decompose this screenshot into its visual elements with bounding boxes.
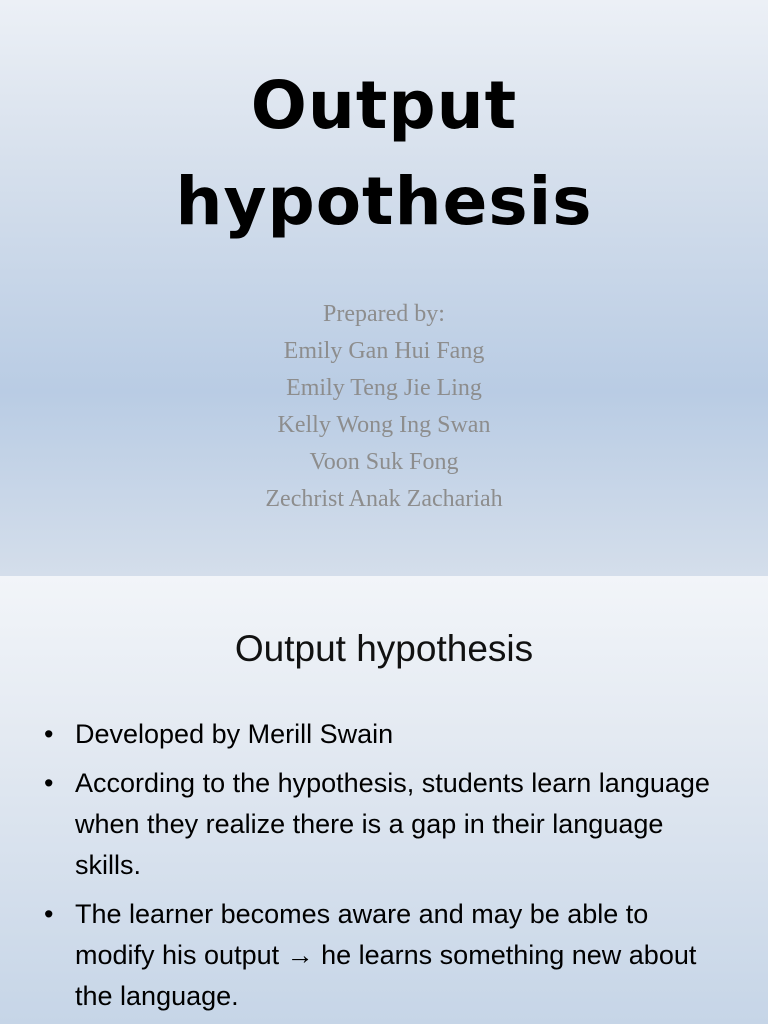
slide-content (0, 576, 768, 1024)
slide-heading: Output hypothesis (234, 628, 534, 669)
author-name: Emily Teng Jie Ling (286, 375, 482, 401)
title-line-1: Output (250, 67, 518, 144)
author-name: Kelly Wong Ing Swan (277, 412, 491, 438)
slide-title-heading (0, 58, 768, 250)
bullet-text: According to the hypothesis, students learn language when they realize there is a gap in their language skills. (75, 768, 710, 880)
bullet-item (44, 894, 734, 1017)
title-line-2: hypothesis (175, 163, 593, 240)
bullet-list (44, 714, 734, 1024)
author-name: Emily Gan Hui Fang (283, 338, 485, 364)
author-name: Zechrist Anak Zachariah (265, 486, 503, 512)
bullet-item (44, 763, 734, 886)
bullet-icon: • (44, 768, 54, 798)
bullet-icon: • (44, 899, 54, 929)
credits-block (0, 296, 768, 518)
bullet-text: The learner becomes aware and may be able to modify his output → he learns something new about the language. (75, 899, 697, 1011)
bullet-icon: • (44, 719, 54, 749)
bullet-item (44, 714, 734, 755)
bullet-text: Developed by Merill Swain (75, 719, 394, 749)
author-name: Voon Suk Fong (309, 449, 459, 475)
prepared-by-label: Prepared by: (323, 301, 445, 327)
